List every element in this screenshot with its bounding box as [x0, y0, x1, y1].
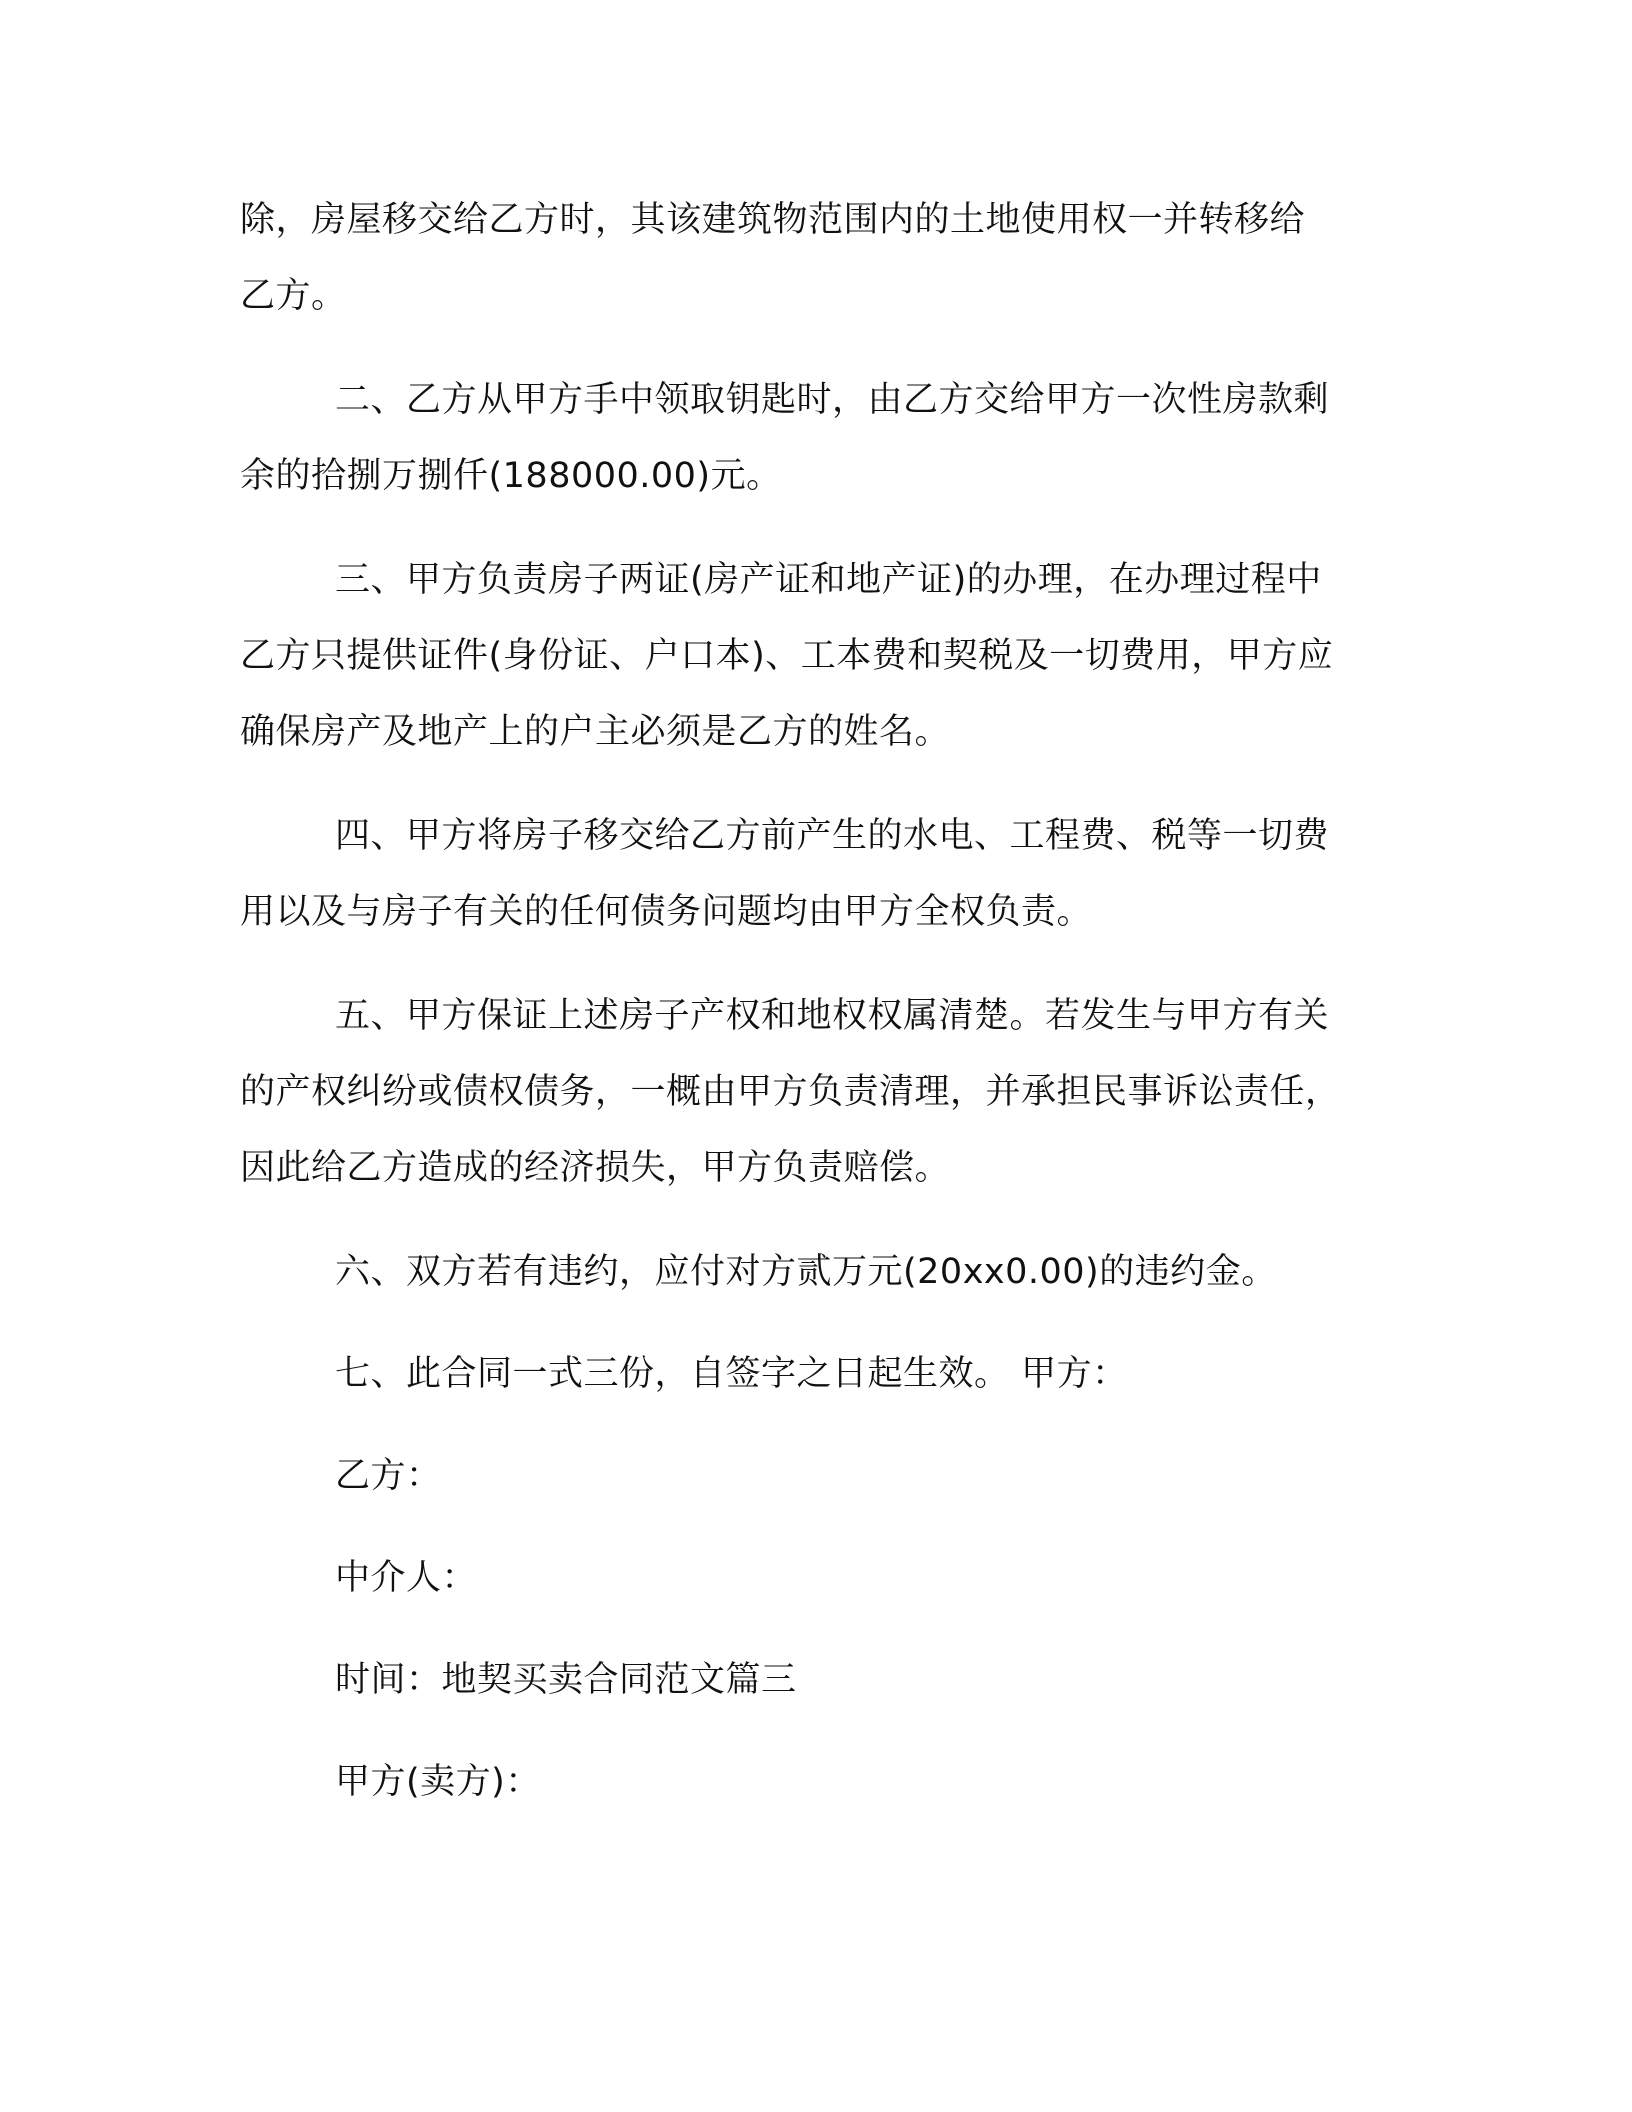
text-line: 因此给乙方造成的经济损失，甲方负责赔偿。 [240, 1148, 951, 1188]
time-label: 时间：地契买卖合同范文篇三 [335, 1660, 797, 1700]
clause-7-line: 七、此合同一式三份，自签字之日起生效。 甲方： [335, 1354, 1128, 1394]
intermediary-label: 中介人： [335, 1558, 478, 1598]
clause-2-line: 二、乙方从甲方手中领取钥匙时，由乙方交给甲方一次性房款剩 [335, 380, 1330, 420]
text-line: 用以及与房子有关的任何债务问题均由甲方全权负责。 [240, 892, 1093, 932]
clause-4-line: 四、甲方将房子移交给乙方前产生的水电、工程费、税等一切费 [335, 816, 1330, 856]
text-line: 除，房屋移交给乙方时，其该建筑物范围内的土地使用权一并转移给 [240, 200, 1306, 240]
clause-5-line: 五、甲方保证上述房子产权和地权权属清楚。若发生与甲方有关 [335, 996, 1330, 1036]
text-line: 余的拾捌万捌仟(188000.00)元。 [240, 456, 782, 496]
text-line: 乙方只提供证件(身份证、户口本)、工本费和契税及一切费用，甲方应 [240, 636, 1334, 676]
party-a-seller-label: 甲方(卖方)： [335, 1762, 541, 1802]
text-line: 的产权纠纷或债权债务，一概由甲方负责清理，并承担民事诉讼责任， [240, 1072, 1341, 1112]
party-b-label: 乙方： [335, 1456, 442, 1496]
text-line: 确保房产及地产上的户主必须是乙方的姓名。 [240, 712, 951, 752]
clause-3-line: 三、甲方负责房子两证(房产证和地产证)的办理，在办理过程中 [335, 560, 1322, 600]
text-line: 乙方。 [240, 276, 347, 316]
clause-6-line: 六、双方若有违约，应付对方贰万元(20xx0.00)的违约金。 [335, 1252, 1277, 1292]
